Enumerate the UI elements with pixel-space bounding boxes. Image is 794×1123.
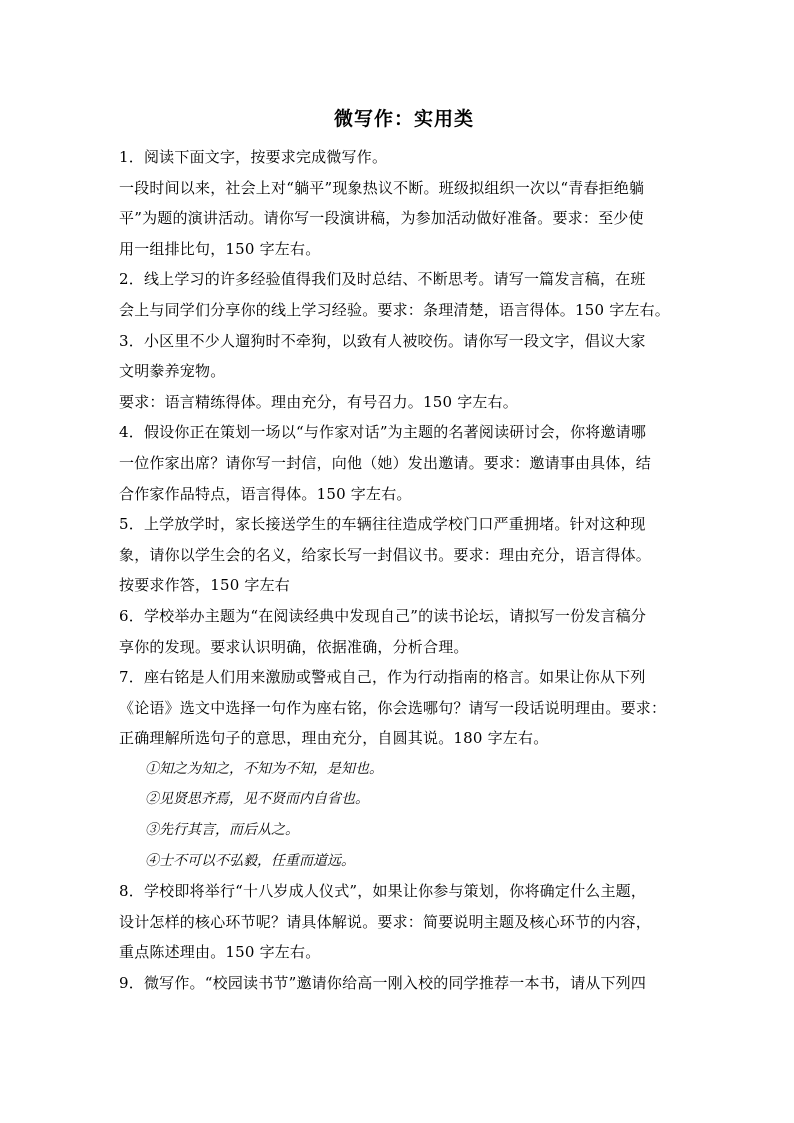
text-line: 2．线上学习的许多经验值得我们及时总结、不断思考。请写一篇发言稿，在班 bbox=[119, 270, 646, 289]
option-item: ②见贤思齐焉，见不贤而内自省也。 bbox=[145, 791, 369, 808]
text-line: 《论语》选文中选择一句作为座右铭，你会选哪句？请写一段话说明理由。要求： bbox=[119, 698, 667, 717]
text-line: 设计怎样的核心环节呢？请具体解说。要求：简要说明主题及核心环节的内容， bbox=[119, 912, 652, 931]
option-item: ④士不可以不弘毅，任重而道远。 bbox=[145, 852, 355, 869]
text-line: 1．阅读下面文字，按要求完成微写作。 bbox=[119, 148, 388, 166]
analects-options bbox=[119, 754, 689, 876]
text-line: 要求：语言精练得体。理由充分，有号召力。150 字左右。 bbox=[119, 392, 519, 411]
text-line: 3．小区里不少人遛狗时不牵狗，以致有人被咬伤。请你写一段文字，倡议大家 bbox=[119, 331, 646, 350]
text-line: 5．上学放学时，家长接送学生的车辆往往造成学校门口严重拥堵。针对这种现 bbox=[119, 515, 646, 534]
option-item: ③先行其言，而后从之。 bbox=[145, 822, 299, 839]
text-line: 8．学校即将举行“十八岁成人仪式”，如果让你参与策划，你将确定什么主题， bbox=[119, 882, 647, 901]
text-line: 会上与同学们分享你的线上学习经验。要求：条理清楚，语言得体。150 字左右。 bbox=[119, 300, 671, 319]
text-line: 享你的发现。要求认识明确，依据准确，分析合理。 bbox=[119, 637, 469, 656]
text-line: 用一组排比句，150 字左右。 bbox=[119, 239, 321, 258]
text-line: 象，请你以学生会的名义，给家长写一封倡议书。要求：理由充分，语言得体。 bbox=[119, 545, 652, 564]
option-item: ①知之为知之，不知为不知，是知也。 bbox=[145, 760, 383, 777]
question-text-block bbox=[119, 142, 689, 754]
question-text-block-continued bbox=[119, 876, 689, 998]
text-line: 6．学校举办主题为“在阅读经典中发现自己”的读书论坛，请拟写一份发言稿分 bbox=[119, 606, 647, 625]
text-line: 重点陈述理由。150 字左右。 bbox=[119, 943, 321, 962]
text-line: 9．微写作。“校园读书节”邀请你给高一刚入校的同学推荐一本书，请从下列四 bbox=[119, 974, 647, 993]
text-line: 平”为题的演讲活动。请你写一段演讲稿，为参加活动做好准备。要求：至少使 bbox=[119, 209, 644, 228]
text-line: 一位作家出席？请你写一封信，向他（她）发出邀请。要求：邀请事由具体，结 bbox=[119, 453, 652, 472]
page-title: 微写作：实用类 bbox=[333, 108, 474, 130]
text-line: 一段时间以来，社会上对“躺平”现象热议不断。班级拟组织一次以“青春拒绝躺 bbox=[119, 178, 645, 197]
text-line: 文明豢养宠物。 bbox=[119, 362, 226, 381]
text-line: 合作家作品特点，语言得体。150 字左右。 bbox=[119, 484, 412, 503]
text-line: 正确理解所选句子的意思，理由充分，自圆其说。180 字左右。 bbox=[119, 729, 549, 748]
text-line: 7．座右铭是人们用来激励或警戒自己，作为行动指南的格言。如果让你从下列 bbox=[119, 668, 646, 687]
text-line: 4．假设你正在策划一场以“与作家对话”为主题的名著阅读研讨会，你将邀请哪 bbox=[119, 423, 647, 442]
document-page bbox=[119, 100, 689, 999]
text-line: 按要求作答，150 字左右 bbox=[119, 576, 290, 595]
